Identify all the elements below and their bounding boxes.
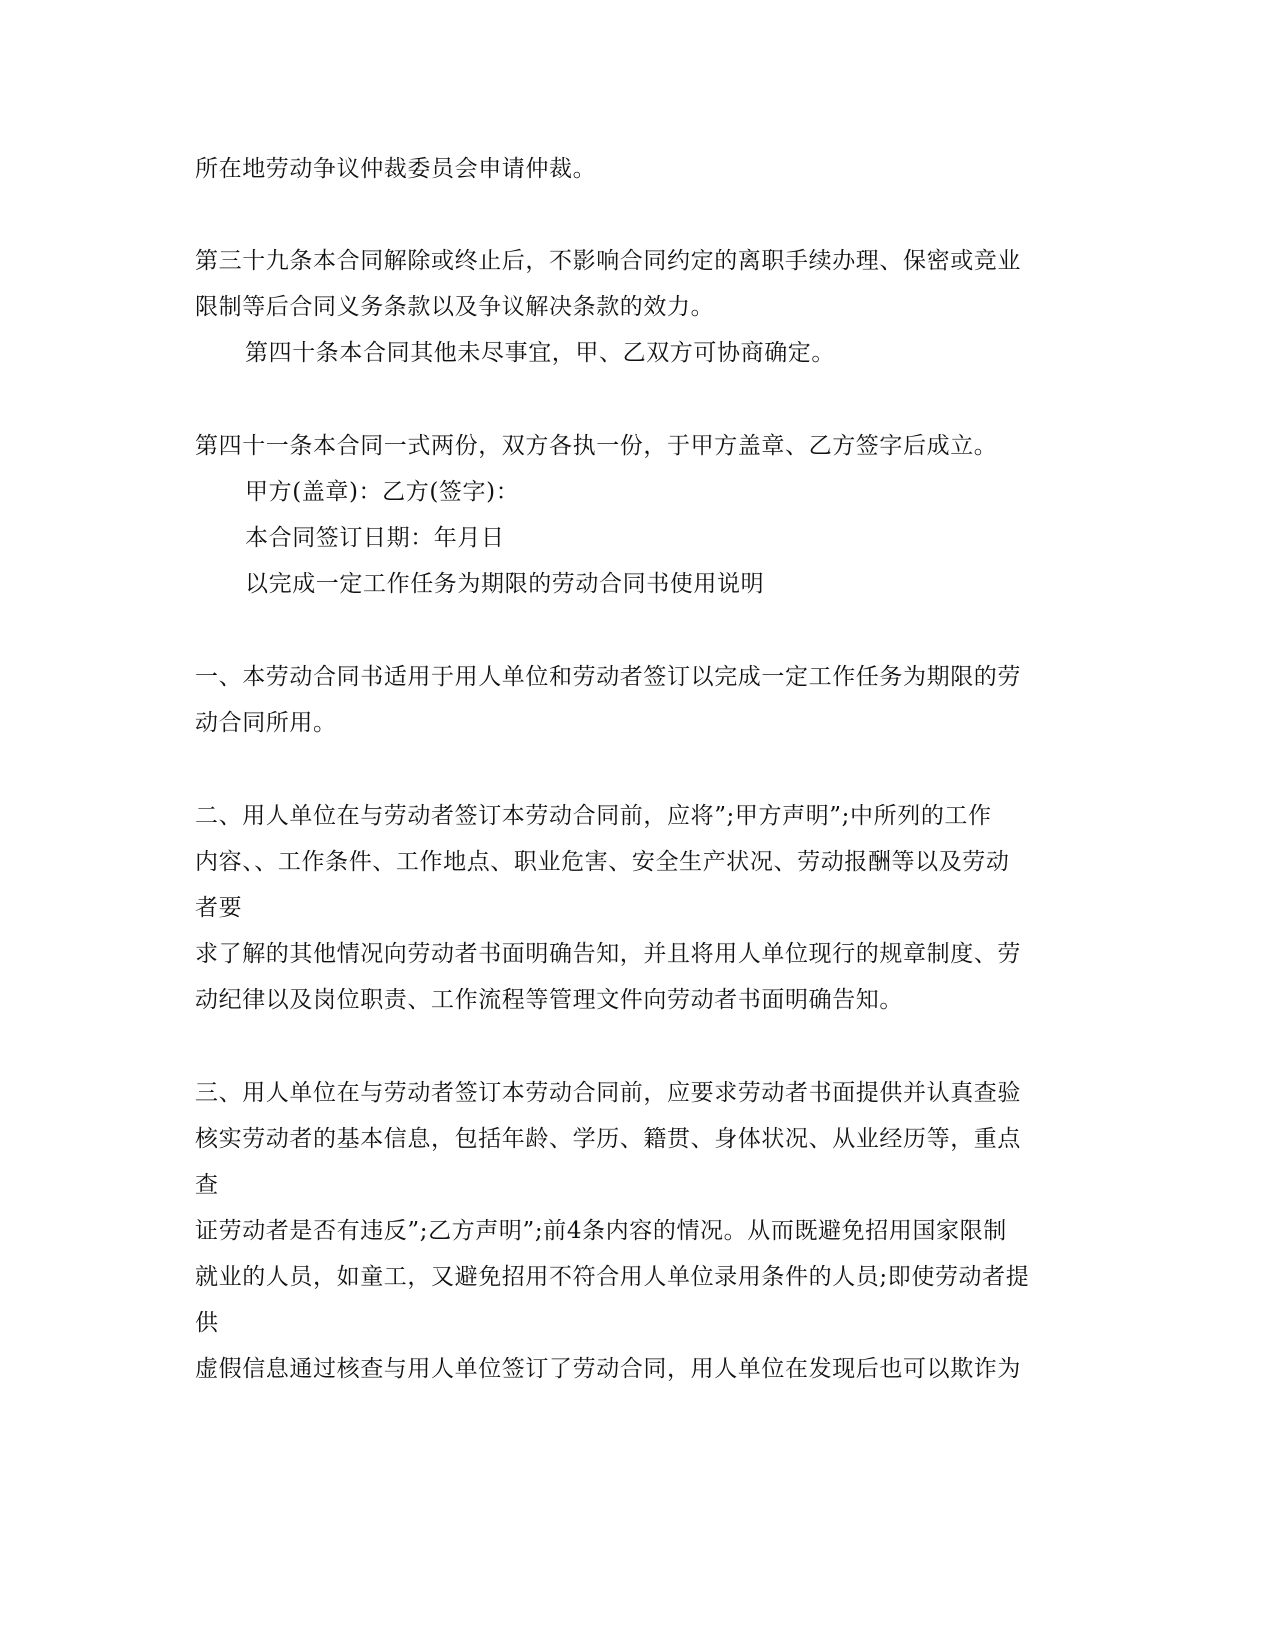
text-line: 内容、、工作条件、工作地点、职业危害、安全生产状况、劳动报酬等以及劳动 [195,849,1010,875]
text-line: 以完成一定工作任务为期限的劳动合同书使用说明 [245,571,765,597]
text-line: 者要 [195,895,243,921]
text-line: 本合同签订日期：年月日 [245,525,505,551]
text-line: 第四十一条本合同一式两份，双方各执一份，于甲方盖章、乙方签字后成立。 [195,433,998,459]
text-line: 核实劳动者的基本信息，包括年龄、学历、籍贯、身体状况、从业经历等，重点 [195,1126,1021,1152]
text-line: 所在地劳动争议仲裁委员会申请仲裁。 [195,156,597,182]
text-line: 虚假信息通过核查与用人单位签订了劳动合同，用人单位在发现后也可以欺诈为 [195,1356,1021,1382]
text-line: 动纪律以及岗位职责、工作流程等管理文件向劳动者书面明确告知。 [195,987,903,1013]
text-line: 三、用人单位在与劳动者签订本劳动合同前，应要求劳动者书面提供并认真查验 [195,1080,1021,1106]
text-line: 二、用人单位在与劳动者签订本劳动合同前，应将”;甲方声明”;中所列的工作 [195,803,992,829]
text-line: 第四十条本合同其他未尽事宜，甲、乙双方可协商确定。 [245,340,835,366]
text-line: 第三十九条本合同解除或终止后，不影响合同约定的离职手续办理、保密或竞业 [195,248,1021,274]
text-line: 一、本劳动合同书适用于用人单位和劳动者签订以完成一定工作任务为期限的劳 [195,664,1021,690]
text-line: 供 [195,1310,219,1336]
text-line: 查 [195,1172,219,1198]
text-line: 就业的人员，如童工，又避免招用不符合用人单位录用条件的人员;即使劳动者提 [195,1264,1030,1290]
text-line: 证劳动者是否有违反”;乙方声明”;前4条内容的情况。从而既避免招用国家限制 [195,1218,1007,1244]
text-line: 甲方(盖章)：乙方(签字)： [245,479,520,505]
text-line: 求了解的其他情况向劳动者书面明确告知，并且将用人单位现行的规章制度、劳 [195,941,1021,967]
text-line: 限制等后合同义务条款以及争议解决条款的效力。 [195,294,715,320]
text-line: 动合同所用。 [195,710,337,736]
